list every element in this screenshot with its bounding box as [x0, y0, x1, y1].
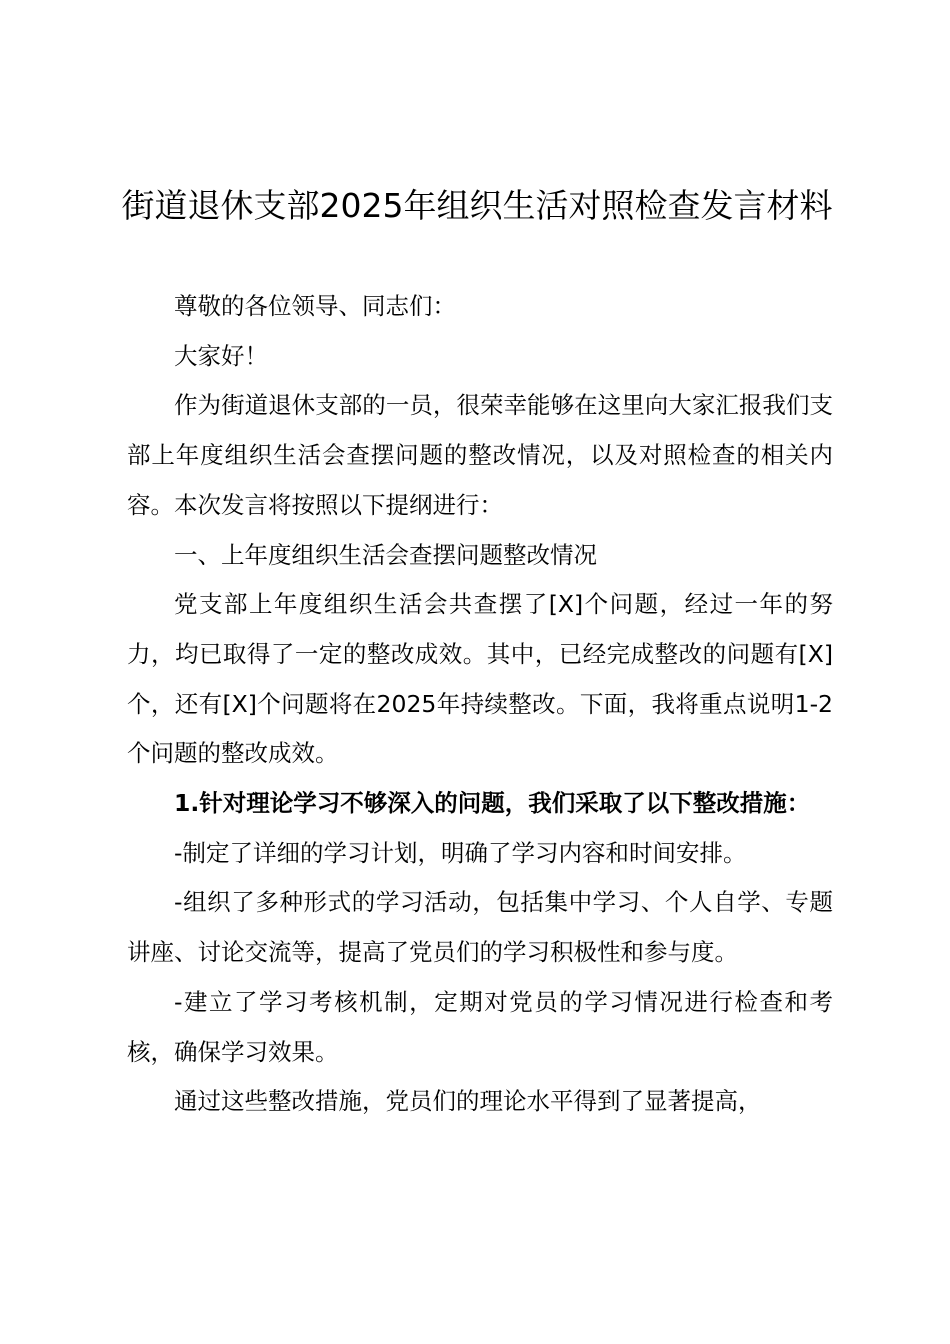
document-title: 街道退休支部2025年组织生活对照检查发言材料 [121, 186, 833, 225]
measure-item-3: -建立了学习考核机制，定期对党员的学习情况进行检查和考核，确保学习效果。 [127, 987, 833, 1066]
measure-item-2: -组织了多种形式的学习活动，包括集中学习、个人自学、专题讲座、讨论交流等，提高了党员们的学习积极性和参与度。 [127, 888, 833, 967]
section-heading-1: 一、上年度组织生活会查摆问题整改情况 [174, 540, 597, 569]
document-body [127, 282, 833, 1127]
paragraph-rectification-summary: 党支部上年度组织生活会共查摆了[X]个问题，经过一年的努力，均已取得了一定的整改成效。其中，已经完成整改的问题有[X]个，还有[X]个问题将在2025年持续整改。下面，我将重点说明1-2个问题的整改成效。 [127, 590, 833, 768]
paragraph-salutation: 尊敬的各位领导、同志们： [174, 292, 456, 320]
measure-item-1: -制定了详细的学习计划，明确了学习内容和时间安排。 [174, 838, 747, 867]
subheading-theory-study: 1.针对理论学习不够深入的问题，我们采取了以下整改措施： [174, 789, 811, 818]
paragraph-greeting: 大家好！ [174, 341, 268, 370]
paragraph-result: 通过这些整改措施，党员们的理论水平得到了显著提高， [174, 1087, 762, 1116]
paragraph-intro: 作为街道退休支部的一员，很荣幸能够在这里向大家汇报我们支部上年度组织生活会查摆问题的整改情况，以及对照检查的相关内容。本次发言将按照以下提纲进行： [127, 391, 833, 519]
